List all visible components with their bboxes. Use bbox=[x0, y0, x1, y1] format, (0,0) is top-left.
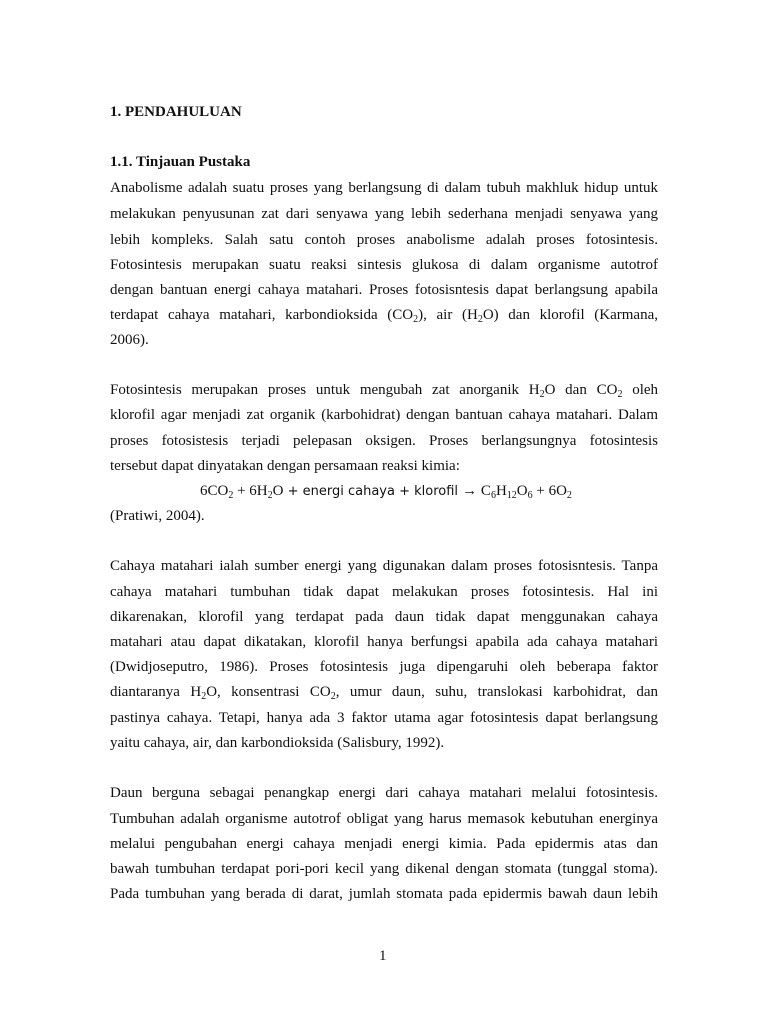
equation-term: H bbox=[495, 483, 507, 499]
subscript: 2 bbox=[267, 490, 273, 501]
equation-term: 6CO bbox=[200, 483, 229, 499]
equation-term: + 6H bbox=[233, 483, 268, 499]
paragraph-line: klorofil agar menjadi zat organik (karbohidrat) dengan bantuan cahaya matahari. Dalam bbox=[110, 407, 658, 423]
subsection-heading: 1.1. Tinjauan Pustaka bbox=[110, 154, 251, 170]
text-run: Fotosintesis merupakan proses untuk mengubah zat anorganik H bbox=[110, 382, 540, 398]
subscript: 2 bbox=[201, 691, 207, 702]
paragraph-line: Tumbuhan adalah organisme autotrof obligat yang harus memasok kebutuhan energinya bbox=[110, 811, 658, 827]
paragraph-line: bawah tumbuhan terdapat pori-pori kecil yang dikenal dengan stomata (tunggal stoma). bbox=[110, 861, 658, 877]
paragraph-line: Daun berguna sebagai penangkap energi dari cahaya matahari melalui fotosintesis. bbox=[110, 785, 658, 801]
reaction-arrow-icon: → bbox=[462, 483, 478, 499]
text-run: diantaranya H bbox=[110, 684, 202, 700]
text-run: terdapat cahaya matahari, karbondioksida (CO bbox=[110, 307, 414, 323]
text-run: ), air (H bbox=[418, 307, 478, 323]
equation-term: + energi cahaya + klorofil bbox=[283, 484, 463, 499]
text-run: O dan CO bbox=[544, 382, 618, 398]
paragraph-line bbox=[110, 683, 658, 701]
paragraph-line: Anabolisme adalah suatu proses yang berlangsung di dalam tubuh makhluk hidup untuk bbox=[110, 180, 658, 196]
citation-line: (Pratiwi, 2004). bbox=[110, 508, 205, 524]
photosynthesis-equation bbox=[200, 482, 572, 501]
subscript: 2 bbox=[477, 314, 483, 325]
subscript: 6 bbox=[527, 490, 533, 501]
paragraph-line: dengan bantuan energi cahaya matahari. Proses fotosisntesis dapat berlangsung apabila bbox=[110, 282, 658, 298]
subscript: 2 bbox=[539, 389, 545, 400]
equation-term: O bbox=[272, 483, 284, 499]
subscript: 2 bbox=[566, 490, 572, 501]
paragraph-line: 2006). bbox=[110, 332, 149, 348]
equation-term: + 6O bbox=[532, 483, 567, 499]
subscript: 12 bbox=[506, 490, 517, 501]
page-number: 1 bbox=[379, 948, 387, 964]
paragraph-line: Cahaya matahari ialah sumber energi yang digunakan dalam proses fotosisntesis. Tanpa bbox=[110, 558, 658, 574]
paragraph-line: tersebut dapat dinyatakan dengan persamaan reaksi kimia: bbox=[110, 458, 460, 474]
paragraph-line: proses fotosistesis terjadi pelepasan oksigen. Proses berlangsungnya fotosintesis bbox=[110, 433, 658, 449]
paragraph-line: matahari atau dapat dikatakan, klorofil hanya berfungsi apabila ada cahaya matahari bbox=[110, 634, 658, 650]
equation-term: O bbox=[516, 483, 528, 499]
paragraph-line: yaitu cahaya, air, dan karbondioksida (Salisbury, 1992). bbox=[110, 735, 445, 751]
subscript: 6 bbox=[490, 490, 496, 501]
paragraph-line bbox=[110, 306, 658, 324]
subscript: 2 bbox=[413, 314, 419, 325]
paragraph-line: Pada tumbuhan yang berada di darat, jumlah stomata pada epidermis bawah daun lebih bbox=[110, 886, 658, 902]
paragraph-line: lebih kompleks. Salah satu contoh proses anabolisme adalah proses fotosintesis. bbox=[110, 232, 658, 248]
text-run: oleh bbox=[622, 382, 659, 398]
text-run: O) dan klorofil (Karmana, bbox=[482, 307, 658, 323]
text-run: O, konsentrasi CO bbox=[206, 684, 331, 700]
paragraph-line: (Dwidjoseputro, 1986). Proses fotosintesis juga dipengaruhi oleh beberapa faktor bbox=[110, 659, 658, 675]
paragraph-line: dikarenakan, klorofil yang terdapat pada daun tidak dapat menggunakan cahaya bbox=[110, 609, 658, 625]
subscript: 2 bbox=[228, 490, 234, 501]
paragraph-line: pastinya cahaya. Tetapi, hanya ada 3 faktor utama agar fotosintesis dapat berlangsung bbox=[110, 710, 658, 726]
subscript: 2 bbox=[330, 691, 336, 702]
paragraph-line: melakukan penyusunan zat dari senyawa yang lebih sederhana menjadi senyawa yang bbox=[110, 206, 658, 222]
paragraph-line: Fotosintesis merupakan suatu reaksi sintesis glukosa di dalam organisme autotrof bbox=[110, 257, 658, 273]
section-heading: 1. PENDAHULUAN bbox=[110, 104, 242, 120]
paragraph-line: melalui pengubahan energi cahaya menjadi energi kimia. Pada epidermis atas dan bbox=[110, 836, 658, 852]
paragraph-line: cahaya matahari tumbuhan tidak dapat melakukan proses fotosintesis. Hal ini bbox=[110, 584, 658, 600]
subscript: 2 bbox=[617, 389, 623, 400]
paragraph-line bbox=[110, 381, 658, 399]
equation-term: C bbox=[477, 483, 491, 499]
text-run: , umur daun, suhu, translokasi karbohidrat, dan bbox=[335, 684, 658, 700]
